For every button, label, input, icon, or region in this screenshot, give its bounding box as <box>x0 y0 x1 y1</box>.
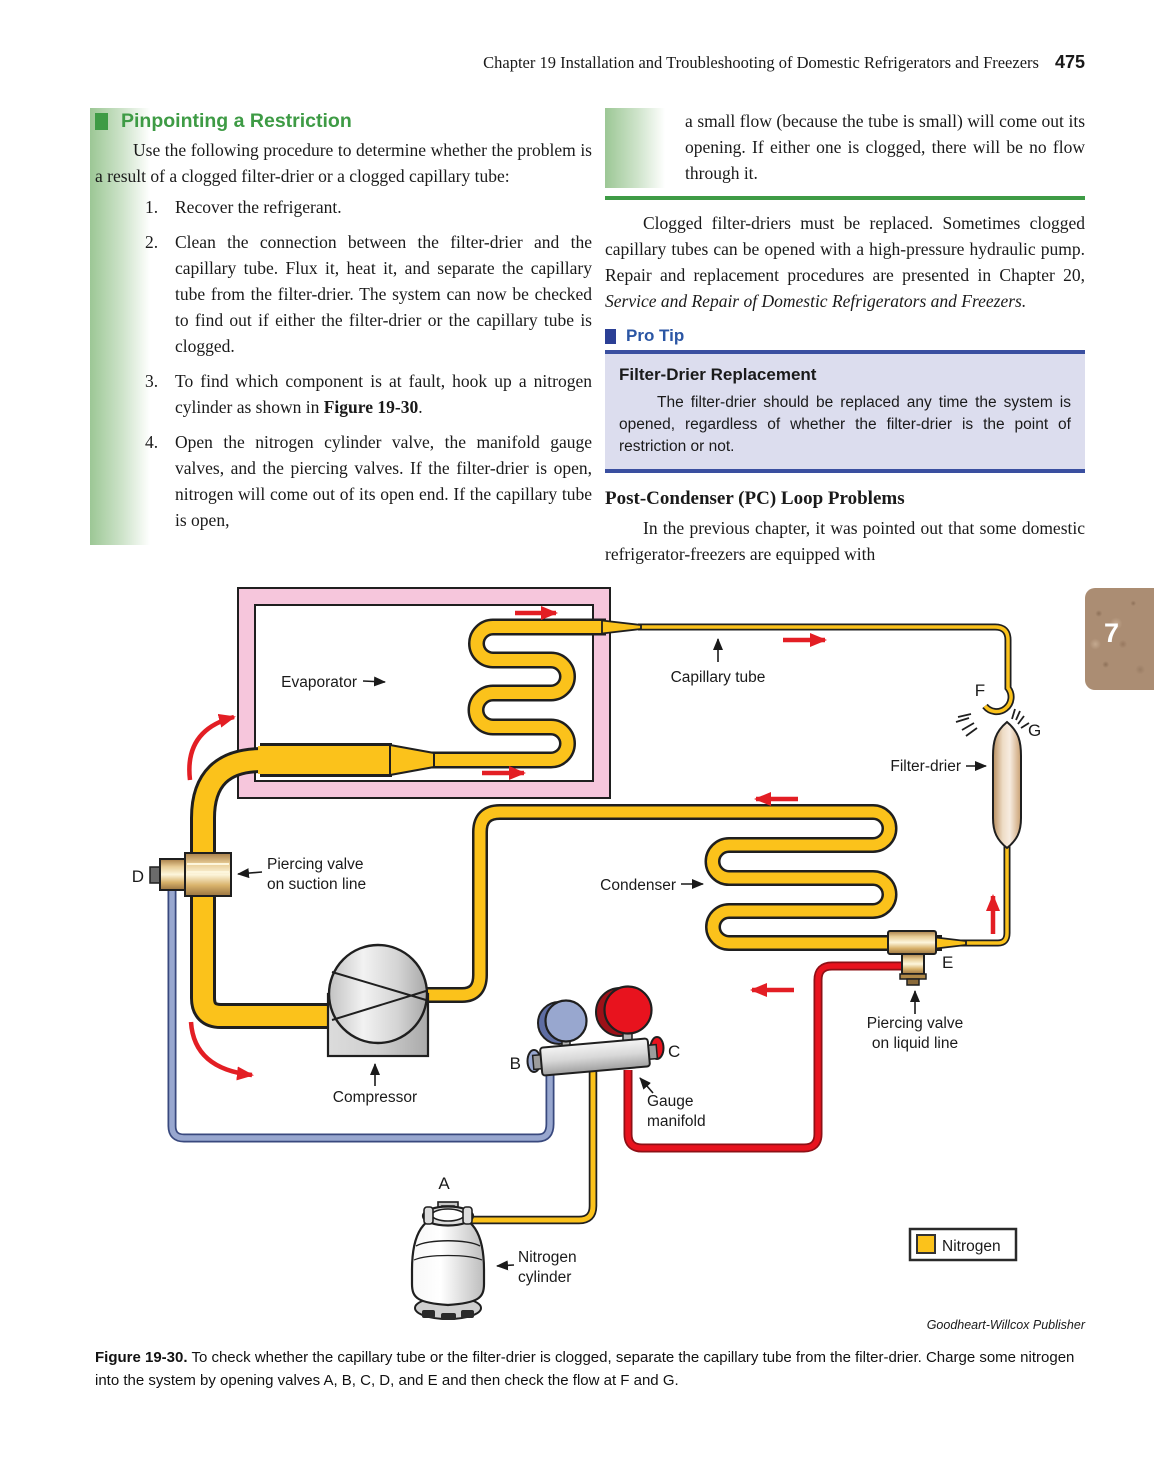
pro-tip-box <box>605 350 1085 473</box>
step-2 <box>95 229 592 359</box>
step-3 <box>95 368 592 420</box>
page-header <box>483 52 1085 73</box>
piercing-liquid-label-1: Piercing valve <box>866 1015 964 1032</box>
figure-caption-text: To check whether the capillary tube or the filter-drier is clogged, separate the capillary tube from the filter-drier. Charge some nitrogen into the system by opening valves A, B, C, D, and E and then check the flow at F and G. <box>95 1349 1075 1389</box>
step-2-text: Clean the connection between the filter-drier and the capillary tube. Flux it, heat it, and separate the capillary tube from the filter-drier. The system can now be checked to find out if either the filter-drier or the capillary tube is clogged. <box>175 232 592 356</box>
right-column <box>605 108 1085 567</box>
pro-tip-body: The filter-drier should be replaced any time the system is opened, regardless of whether the filter-drier is the point of restriction or not. <box>619 394 1071 455</box>
legend-nitrogen-label: Nitrogen <box>942 1238 1001 1255</box>
pro-tip-text: Pro Tip <box>626 326 685 345</box>
point-d: D <box>131 867 144 886</box>
clogged-paragraph <box>605 210 1085 314</box>
intro-paragraph: Use the following procedure to determine whether the problem is a result of a clogged filter-drier or a clogged capillary tube: <box>95 140 592 186</box>
step-1-number: 1. <box>145 197 159 217</box>
nitrogen-cylinder-label-1: Nitrogen <box>518 1249 577 1266</box>
step-2-number: 2. <box>145 232 159 252</box>
piercing-suction-label-2: on suction line <box>267 876 367 893</box>
step-3-text-end: . <box>418 397 423 417</box>
chapter-20-title: Service and Repair of Domestic Refrigerators and Freezers. <box>605 291 1027 311</box>
high-side-gauge <box>605 987 652 1034</box>
step-1-text: Recover the refrigerant. <box>175 197 342 217</box>
step-4-number: 4. <box>145 432 159 452</box>
piercing-suction-label-1: Piercing valve <box>267 856 364 873</box>
piercing-valve-liquid <box>888 931 936 985</box>
point-f: F <box>974 681 986 700</box>
pc-loop-paragraph: In the previous chapter, it was pointed out that some domestic refrigerator-freezers are equipped with <box>605 518 1085 564</box>
gauge-manifold <box>528 987 664 1077</box>
chapter-tab <box>1085 588 1154 690</box>
publisher-credit: Goodheart-Willcox Publisher <box>926 1318 1085 1332</box>
piercing-liquid-label-2: on liquid line <box>871 1035 959 1052</box>
figure-reference: Figure 19-30 <box>323 397 419 417</box>
step-1 <box>95 194 592 220</box>
left-column <box>95 108 592 542</box>
pc-loop-heading: Post-Condenser (PC) Loop Problems <box>605 488 905 509</box>
step-3-number: 3. <box>145 371 159 391</box>
clogged-paragraph-plain: Clogged filter-driers must be replaced. Sometimes clogged capillary tubes can be opened with a high-pressure hydraulic pump. Repair and replacement procedures are presented in Chapter 20, <box>605 213 1085 285</box>
capillary-tube-label: Capillary tube <box>670 669 766 686</box>
filter-drier <box>993 722 1021 848</box>
pro-tip-label <box>605 326 1085 346</box>
refrigeration-diagram <box>90 570 1090 1342</box>
condenser-label: Condenser <box>600 877 676 894</box>
point-b: B <box>509 1054 521 1073</box>
figure-caption-label: Figure 19-30. <box>95 1349 188 1366</box>
gauge-manifold-label-1: Gauge <box>647 1093 694 1110</box>
figure-19-30 <box>90 570 1090 1342</box>
point-c: C <box>668 1042 681 1061</box>
page-number: 475 <box>1054 52 1085 72</box>
compressor-label: Compressor <box>332 1089 418 1106</box>
chapter-tab-number: 7 <box>1103 617 1120 648</box>
continuation-block <box>605 108 1085 200</box>
point-g: G <box>1028 721 1042 740</box>
point-e: E <box>942 953 954 972</box>
nitrogen-hose <box>456 1070 593 1220</box>
filter-drier-label: Filter-drier <box>890 758 961 775</box>
section-title: Pinpointing a Restriction <box>121 110 352 132</box>
point-a: A <box>438 1174 450 1193</box>
procedure-steps <box>95 194 592 533</box>
gauge-manifold-label-2: manifold <box>647 1113 706 1130</box>
figure-caption <box>95 1346 1090 1392</box>
piercing-valve-suction <box>150 853 231 896</box>
legend-nitrogen-swatch <box>917 1235 935 1253</box>
nitrogen-cylinder-label-2: cylinder <box>518 1269 572 1286</box>
compressor <box>328 945 428 1056</box>
section-heading <box>95 110 592 133</box>
blue-square-bullet-icon <box>605 329 616 344</box>
step-3-text: To find which component is at fault, hook up a nitrogen cylinder as shown in <box>175 371 592 417</box>
chapter-title: Chapter 19 Installation and Troubleshooting of Domestic Refrigerators and Freezers <box>483 53 1039 72</box>
continuation-paragraph: a small flow (because the tube is small) will come out its opening. If either one is clogged, there will be no flow through it. <box>685 111 1085 183</box>
green-square-bullet-icon <box>95 113 108 130</box>
low-side-gauge <box>546 1001 587 1042</box>
pro-tip-title: Filter-Drier Replacement <box>619 365 817 384</box>
step-4 <box>95 429 592 533</box>
evaporator-label: Evaporator <box>281 674 357 691</box>
legend <box>910 1229 1016 1260</box>
step-4-text: Open the nitrogen cylinder valve, the manifold gauge valves, and the piercing valves. If the filter-drier is open, nitrogen will come out of its open end. If the capillary tube is open, <box>175 432 592 530</box>
green-gradient-band-right <box>605 108 665 188</box>
